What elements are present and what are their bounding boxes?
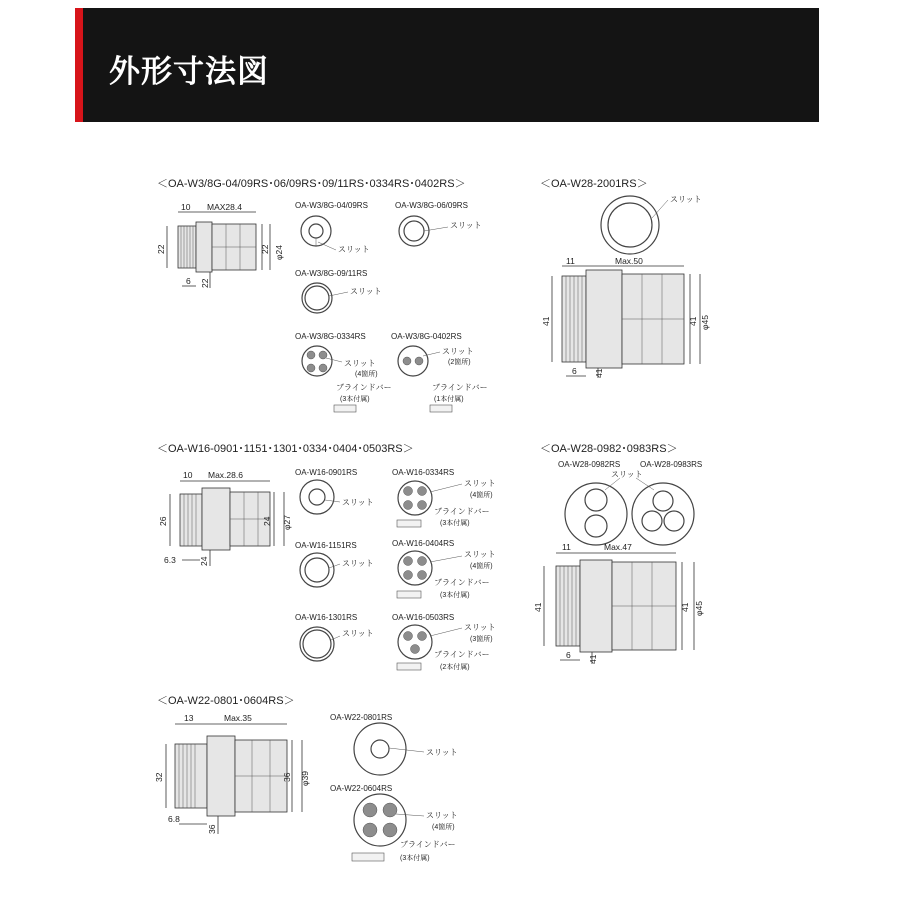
dim-22-right: 22 [260, 244, 270, 254]
blind-bar-qty: (3本付属) [400, 855, 430, 862]
slit-count: (4箇所) [470, 492, 493, 499]
part-0801-seal [330, 713, 458, 775]
part-04-09-seal [295, 201, 370, 254]
slit-label: スリット [464, 479, 496, 488]
section-oa-w16 [157, 443, 496, 671]
part-name: OA-W3/8G-09/11RS [295, 269, 368, 278]
blind-bar-label: ブラインドバー [434, 578, 490, 587]
part-name: OA-W16-0404RS [392, 539, 455, 548]
part-name: OA-W16-1151RS [295, 541, 357, 550]
side-view-drawing [544, 553, 694, 664]
slit-count: (2箇所) [448, 359, 471, 366]
dim-32: 32 [154, 772, 164, 782]
slit-label: スリット [426, 811, 458, 820]
dim-41-left: 41 [541, 316, 551, 326]
dim-max: Max.50 [615, 256, 643, 266]
part-name: OA-W3/8G-0402RS [391, 332, 462, 341]
part-0604-seal [330, 784, 458, 862]
slit-count: (3箇所) [470, 636, 493, 643]
side-view-drawing [167, 212, 270, 288]
blind-bar-qty: (3本付属) [440, 592, 470, 599]
slit-label: スリット [450, 221, 482, 230]
slit-label: スリット [426, 748, 458, 757]
part-1151-seal [295, 541, 374, 587]
dim-22-left: 22 [156, 244, 166, 254]
blind-bar-qty: (1本付属) [434, 396, 464, 403]
dim-phi27: φ27 [282, 515, 292, 530]
part-name: OA-W16-0901RS [295, 468, 358, 477]
blind-bar-label: ブラインドバー [400, 840, 456, 849]
slit-label: スリット [611, 470, 643, 479]
dim-36-bottom: 36 [207, 824, 217, 834]
dim-24-bottom: 24 [199, 556, 209, 566]
slit-label: スリット [442, 347, 474, 356]
slit-label: スリット [670, 195, 702, 204]
dim-phi39: φ39 [300, 771, 310, 786]
section-title: ＜OA-W16-0901･1151･1301･0334･0404･0503RS＞ [157, 443, 414, 455]
front-view-0983 [632, 478, 694, 545]
dim-11: 11 [566, 256, 575, 266]
dim-13: 13 [184, 713, 194, 723]
dim-10: 10 [183, 470, 193, 480]
part-name-0983: OA-W28-0983RS [640, 460, 703, 469]
dim-phi45: φ45 [700, 315, 710, 330]
part-1301-seal [295, 613, 374, 661]
part-name: OA-W16-1301RS [295, 613, 358, 622]
slit-label: スリット [342, 498, 374, 507]
front-view-seal [601, 196, 668, 254]
part-name: OA-W16-0503RS [392, 613, 455, 622]
blind-bar-label: ブラインドバー [432, 383, 488, 392]
page-title: 外形寸法図 [109, 54, 269, 90]
blind-bar-label: ブラインドバー [336, 383, 392, 392]
part-06-09-seal [395, 201, 482, 246]
dim-phi24: φ24 [274, 245, 284, 260]
section-title: ＜OA-W28-0982･0983RS＞ [540, 443, 678, 455]
slit-label: スリット [350, 287, 382, 296]
dim-max: MAX28.4 [207, 202, 242, 212]
blind-bar-label: ブラインドバー [434, 650, 490, 659]
blind-bar-label: ブラインドバー [434, 507, 490, 516]
part-0901-seal [295, 468, 374, 514]
dim-11: 11 [562, 542, 571, 552]
part-name: OA-W3/8G-06/09RS [395, 201, 468, 210]
slit-count: (4箇所) [432, 824, 455, 831]
dim-22-bottom: 22 [200, 278, 210, 288]
dim-41-left: 41 [533, 602, 543, 612]
blind-bar-qty: (2本付属) [440, 664, 470, 671]
part-0334-seal [295, 332, 392, 412]
part-0334-seal [392, 468, 496, 527]
section-oa-w28-0982 [533, 443, 704, 664]
part-name: OA-W3/8G-04/09RS [295, 201, 368, 210]
slit-label: スリット [342, 629, 374, 638]
dim-max: Max.28.6 [208, 470, 243, 480]
section-title: ＜OA-W3/8G-04/09RS･06/09RS･09/11RS･0334RS･0402RS＞ [157, 178, 466, 190]
dim-41-bottom: 41 [594, 368, 604, 378]
section-title: ＜OA-W28-2001RS＞ [540, 178, 648, 190]
dim-6: 6 [572, 366, 577, 376]
slit-count: (4箇所) [470, 563, 493, 570]
dim-phi45: φ45 [694, 601, 704, 616]
part-09-11-seal [295, 269, 382, 313]
dim-26: 26 [158, 516, 168, 526]
section-title: ＜OA-W22-0801･0604RS＞ [157, 695, 295, 707]
dim-10: 10 [181, 202, 191, 212]
section-oa-w22 [154, 695, 458, 862]
part-name: OA-W3/8G-0334RS [295, 332, 366, 341]
dim-6-8: 6.8 [168, 814, 180, 824]
front-view-0982 [565, 478, 627, 545]
dim-6: 6 [186, 276, 191, 286]
slit-count: (4箇所) [355, 371, 378, 378]
dim-max: Max.35 [224, 713, 252, 723]
part-name: OA-W22-0604RS [330, 784, 393, 793]
dim-6: 6 [566, 650, 571, 660]
blind-bar-qty: (3本付属) [440, 520, 470, 527]
part-0402-seal [391, 332, 488, 412]
dim-24-right: 24 [262, 516, 272, 526]
side-view-drawing [552, 266, 700, 378]
section-oa-w28-2001 [540, 178, 710, 378]
part-0404-seal [392, 539, 496, 599]
part-name-0982: OA-W28-0982RS [558, 460, 621, 469]
part-name: OA-W16-0334RS [392, 468, 455, 477]
dim-41-right: 41 [688, 316, 698, 326]
slit-label: スリット [342, 559, 374, 568]
slit-label: スリット [338, 245, 370, 254]
dim-6-3: 6.3 [164, 555, 176, 565]
slit-label: スリット [464, 550, 496, 559]
dim-36-right: 36 [282, 772, 292, 782]
dim-max: Max.47 [604, 542, 632, 552]
blind-bar-qty: (3本付属) [340, 396, 370, 403]
slit-label: スリット [344, 359, 376, 368]
dim-41-bottom: 41 [588, 654, 598, 664]
part-name: OA-W22-0801RS [330, 713, 393, 722]
part-0503-seal [392, 613, 496, 671]
dim-41-right: 41 [680, 602, 690, 612]
section-oa-w3-8g [156, 178, 488, 412]
slit-label: スリット [464, 623, 496, 632]
